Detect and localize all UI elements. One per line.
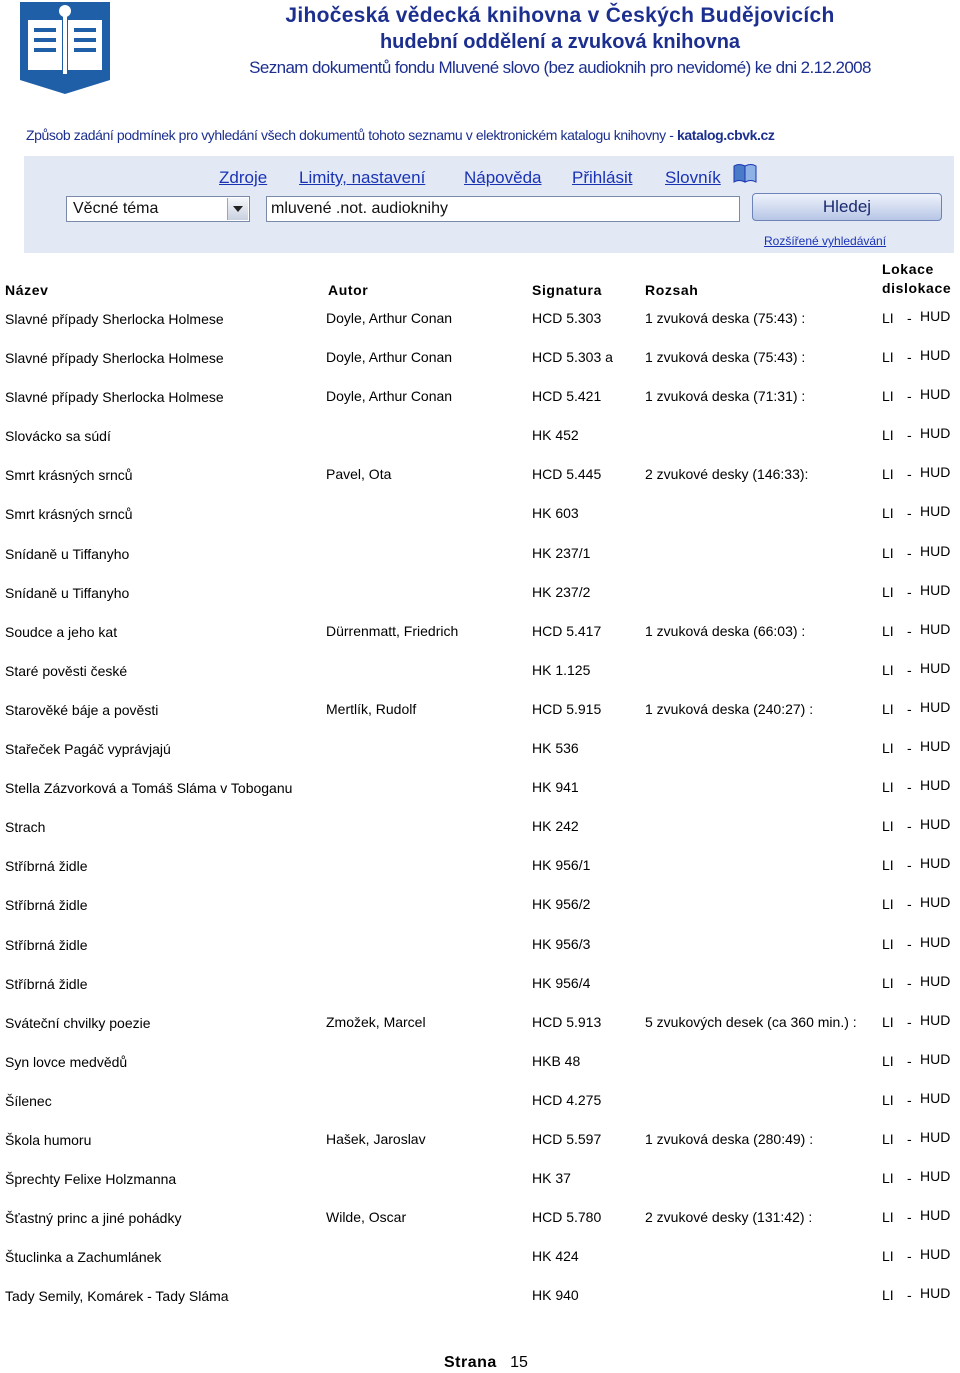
cell-separator: - <box>907 1170 912 1187</box>
cell-autor: Doyle, Arthur Conan <box>326 310 453 326</box>
cell-separator: - <box>907 349 912 366</box>
cell-separator: - <box>907 388 912 405</box>
cell-separator: - <box>907 700 912 717</box>
cell-dislokace: HUD <box>920 972 951 989</box>
cell-lokace: LI <box>882 661 894 678</box>
table-row <box>0 1199 960 1238</box>
nav-napoveda[interactable]: Nápověda <box>464 168 542 187</box>
cell-nazev: Tady Semily, Komárek - Tady Sláma <box>5 1288 229 1305</box>
cell-signatura: HCD 5.915 <box>532 700 602 717</box>
cell-dislokace: HUD <box>920 894 951 911</box>
table-row <box>0 965 960 1004</box>
cell-nazev: Šťastný princ a jiné pohádky <box>5 1210 182 1227</box>
cell-nazev: Stříbrná židle <box>5 936 88 953</box>
cell-lokace: LI <box>882 349 894 366</box>
table-row <box>0 300 960 339</box>
cell-nazev: Slovácko sa súdí <box>5 428 111 445</box>
cell-lokace: LI <box>882 1091 894 1108</box>
cell-signatura: HK 956/2 <box>532 896 591 913</box>
instructions-text: Způsob zadání podmínek pro vyhledání všech dokumentů tohoto seznamu v elektronickém katalogu knihovny - <box>26 127 678 143</box>
cell-dislokace: HUD <box>920 1207 951 1224</box>
cell-rozsah: 1 zvuková deska (280:49) : <box>645 1130 814 1147</box>
cell-separator: - <box>907 466 912 483</box>
cell-dislokace: HUD <box>920 620 951 637</box>
list-title: Seznam dokumentů fondu Mluvené slovo (bez audioknih pro nevidomé) ke dni 2.12.2008 <box>249 58 871 77</box>
col-header-nazev: Název <box>5 282 49 298</box>
cell-separator: - <box>907 1248 912 1265</box>
cell-signatura: HK 37 <box>532 1170 571 1187</box>
cell-lokace: LI <box>882 740 894 757</box>
cell-lokace: LI <box>882 1013 894 1030</box>
cell-signatura: HK 956/3 <box>532 935 591 952</box>
cell-separator: - <box>907 779 912 796</box>
cell-signatura: HCD 5.445 <box>532 466 602 483</box>
cell-signatura: HK 1.125 <box>532 661 591 678</box>
cell-signatura: HK 536 <box>532 740 579 757</box>
cell-rozsah: 1 zvuková deska (75:43) : <box>645 310 806 326</box>
cell-nazev: Smrt krásných srnců <box>5 506 133 523</box>
cell-lokace: LI <box>882 935 894 952</box>
cell-dislokace: HUD <box>920 542 951 559</box>
cell-lokace: LI <box>882 1287 894 1304</box>
cell-nazev: Škola humoru <box>5 1131 92 1148</box>
cell-signatura: HCD 4.275 <box>532 1091 602 1108</box>
cell-nazev: Slavné případy Sherlocka Holmese <box>5 350 224 367</box>
page-label: Strana <box>444 1354 497 1371</box>
search-field-select[interactable] <box>66 196 250 222</box>
cell-lokace: LI <box>882 622 894 639</box>
table-row <box>0 1121 960 1160</box>
cell-nazev: Sváteční chvilky poezie <box>5 1014 151 1031</box>
cell-dislokace: HUD <box>920 425 951 442</box>
col-header-signatura: Signatura <box>532 282 602 298</box>
cell-dislokace: HUD <box>920 816 951 833</box>
cell-lokace: LI <box>882 974 894 991</box>
cell-separator: - <box>907 935 912 952</box>
cell-dislokace: HUD <box>920 659 951 676</box>
cell-autor: Zmožek, Marcel <box>326 1013 426 1030</box>
nav-zdroje[interactable]: Zdroje <box>219 168 268 187</box>
cell-dislokace: HUD <box>920 1128 951 1145</box>
cell-lokace: LI <box>882 310 894 326</box>
table-row <box>0 495 960 534</box>
cell-separator: - <box>907 857 912 874</box>
department-title: hudební oddělení a zvuková knihovna <box>379 31 741 53</box>
cell-separator: - <box>907 818 912 835</box>
cell-nazev: Stříbrná židle <box>5 975 88 992</box>
cell-dislokace: HUD <box>920 1246 951 1263</box>
cell-rozsah: 2 zvukové desky (146:33): <box>645 466 809 483</box>
cell-dislokace: HUD <box>920 1089 951 1106</box>
cell-signatura: HCD 5.303 a <box>532 349 613 366</box>
table-row <box>0 1043 960 1082</box>
cell-dislokace: HUD <box>920 347 951 364</box>
cell-dislokace: HUD <box>920 933 951 950</box>
cell-signatura: HK 956/4 <box>532 974 591 991</box>
cell-autor: Pavel, Ota <box>326 466 392 483</box>
cell-dislokace: HUD <box>920 738 951 755</box>
search-button[interactable]: Hledej <box>752 193 942 221</box>
cell-signatura: HCD 5.780 <box>532 1209 602 1226</box>
cell-lokace: LI <box>882 505 894 522</box>
table-row <box>0 1238 960 1277</box>
table-row <box>0 456 960 495</box>
cell-nazev: Štuclinka a Zachumlánek <box>5 1249 162 1266</box>
cell-separator: - <box>907 1130 912 1147</box>
cell-signatura: HCD 5.421 <box>532 388 602 405</box>
catalog-url: katalog.cbvk.cz <box>677 127 775 143</box>
search-instructions <box>26 127 775 143</box>
cell-lokace: LI <box>882 896 894 913</box>
table-row <box>0 926 960 965</box>
cell-signatura: HK 956/1 <box>532 857 591 874</box>
cell-nazev: Šílenec <box>5 1092 52 1109</box>
cell-dislokace: HUD <box>920 1050 951 1067</box>
table-row <box>0 417 960 456</box>
col-header-autor: Autor <box>328 282 369 298</box>
cell-autor: Wilde, Oscar <box>326 1209 407 1226</box>
cell-nazev: Smrt krásných srnců <box>5 467 133 484</box>
cell-rozsah: 1 zvuková deska (240:27) : <box>645 700 814 717</box>
cell-signatura: HKB 48 <box>532 1052 581 1069</box>
cell-lokace: LI <box>882 1170 894 1187</box>
table-row <box>0 1082 960 1121</box>
cell-signatura: HK 242 <box>532 818 579 835</box>
cell-lokace: LI <box>882 1248 894 1265</box>
document-list <box>0 300 960 1316</box>
cell-dislokace: HUD <box>920 464 951 481</box>
cell-separator: - <box>907 740 912 757</box>
table-row <box>0 847 960 886</box>
cell-lokace: LI <box>882 1130 894 1147</box>
cell-separator: - <box>907 1287 912 1304</box>
cell-rozsah: 5 zvukových desek (ca 360 min.) : <box>645 1013 857 1030</box>
table-row <box>0 339 960 378</box>
cell-lokace: LI <box>882 818 894 835</box>
table-row <box>0 652 960 691</box>
table-row <box>0 769 960 808</box>
cell-autor: Doyle, Arthur Conan <box>326 349 453 366</box>
cell-nazev: Snídaně u Tiffanyho <box>5 584 130 601</box>
nav-slovnik[interactable]: Slovník <box>665 168 721 187</box>
cell-signatura: HK 237/1 <box>532 544 591 561</box>
table-row <box>0 886 960 925</box>
cell-separator: - <box>907 505 912 522</box>
cell-nazev: Syn lovce medvědů <box>5 1053 128 1070</box>
cell-autor: Hašek, Jaroslav <box>326 1130 426 1147</box>
cell-nazev: Slavné případy Sherlocka Holmese <box>5 311 224 327</box>
cell-signatura: HCD 5.303 <box>532 310 602 326</box>
cell-lokace: LI <box>882 583 894 600</box>
cell-lokace: LI <box>882 857 894 874</box>
cell-dislokace: HUD <box>920 386 951 403</box>
cell-dislokace: HUD <box>920 581 951 598</box>
table-row <box>0 808 960 847</box>
cell-nazev: Strach <box>5 819 46 836</box>
nav-limity[interactable]: Limity, nastavení <box>299 168 426 187</box>
cell-separator: - <box>907 583 912 600</box>
cell-dislokace: HUD <box>920 698 951 715</box>
cell-autor: Doyle, Arthur Conan <box>326 388 453 405</box>
cell-separator: - <box>907 427 912 444</box>
cell-dislokace: HUD <box>920 308 951 324</box>
cell-dislokace: HUD <box>920 1168 951 1185</box>
cell-separator: - <box>907 1052 912 1069</box>
table-row <box>0 1277 960 1316</box>
cell-separator: - <box>907 974 912 991</box>
table-row <box>0 613 960 652</box>
cell-nazev: Stříbrná židle <box>5 858 88 875</box>
dictionary-book-icon[interactable] <box>732 162 758 184</box>
cell-separator: - <box>907 896 912 913</box>
cell-nazev: Soudce a jeho kat <box>5 623 118 640</box>
cell-nazev: Staré pověsti české <box>5 662 128 679</box>
col-header-dislokace: dislokace <box>882 280 952 296</box>
cell-dislokace: HUD <box>920 1011 951 1028</box>
cell-nazev: Stella Zázvorková a Tomáš Sláma v Toboganu <box>5 780 293 797</box>
cell-signatura: HK 237/2 <box>532 583 591 600</box>
cell-rozsah: 1 zvuková deska (71:31) : <box>645 388 806 405</box>
search-field-value: Věcné téma <box>73 200 159 217</box>
page-footer <box>444 1354 528 1372</box>
cell-lokace: LI <box>882 388 894 405</box>
page-number: 15 <box>510 1354 528 1371</box>
table-row <box>0 730 960 769</box>
library-logo <box>20 2 110 94</box>
cell-rozsah: 1 zvuková deska (75:43) : <box>645 349 806 366</box>
nav-prihlasit[interactable]: Přihlásit <box>572 168 633 187</box>
cell-dislokace: HUD <box>920 855 951 872</box>
table-row <box>0 1160 960 1199</box>
catalog-search-panel <box>24 156 954 253</box>
cell-dislokace: HUD <box>920 1285 951 1302</box>
chevron-down-icon[interactable] <box>227 198 248 220</box>
cell-nazev: Stařeček Pagáč vyprávjajú <box>5 741 171 758</box>
advanced-search-link[interactable]: Rozšířené vyhledávání <box>764 234 887 248</box>
cell-nazev: Stříbrná židle <box>5 897 88 914</box>
table-row <box>0 574 960 613</box>
cell-separator: - <box>907 310 912 326</box>
cell-signatura: HK 424 <box>532 1248 579 1265</box>
cell-signatura: HCD 5.597 <box>532 1130 602 1147</box>
cell-separator: - <box>907 1013 912 1030</box>
table-row <box>0 1004 960 1043</box>
cell-nazev: Snídaně u Tiffanyho <box>5 545 130 562</box>
cell-separator: - <box>907 1091 912 1108</box>
cell-signatura: HK 603 <box>532 505 579 522</box>
cell-lokace: LI <box>882 700 894 717</box>
cell-rozsah: 1 zvuková deska (66:03) : <box>645 622 806 639</box>
cell-autor: Mertlík, Rudolf <box>326 700 417 717</box>
search-query-input[interactable] <box>266 196 740 222</box>
cell-separator: - <box>907 544 912 561</box>
cell-nazev: Starověké báje a pověsti <box>5 701 159 718</box>
cell-dislokace: HUD <box>920 503 951 520</box>
col-header-rozsah: Rozsah <box>645 282 699 298</box>
cell-separator: - <box>907 622 912 639</box>
table-row <box>0 691 960 730</box>
cell-nazev: Slavné případy Sherlocka Holmese <box>5 389 224 406</box>
cell-lokace: LI <box>882 779 894 796</box>
cell-nazev: Šprechty Felixe Holzmanna <box>5 1171 177 1188</box>
table-row <box>0 535 960 574</box>
cell-lokace: LI <box>882 466 894 483</box>
cell-autor: Dürrenmatt, Friedrich <box>326 622 459 639</box>
cell-lokace: LI <box>882 1052 894 1069</box>
library-title: Jihočeská vědecká knihovna v Českých Budějovicích <box>285 4 835 27</box>
cell-signatura: HCD 5.417 <box>532 622 602 639</box>
col-header-lokace: Lokace <box>882 261 934 277</box>
cell-signatura: HK 941 <box>532 779 579 796</box>
table-row <box>0 378 960 417</box>
cell-separator: - <box>907 661 912 678</box>
cell-signatura: HCD 5.913 <box>532 1013 602 1030</box>
cell-separator: - <box>907 1209 912 1226</box>
cell-lokace: LI <box>882 544 894 561</box>
cell-signatura: HK 940 <box>532 1287 579 1304</box>
cell-rozsah: 2 zvukové desky (131:42) : <box>645 1209 813 1226</box>
cell-signatura: HK 452 <box>532 427 579 444</box>
cell-dislokace: HUD <box>920 777 951 794</box>
cell-lokace: LI <box>882 427 894 444</box>
cell-lokace: LI <box>882 1209 894 1226</box>
